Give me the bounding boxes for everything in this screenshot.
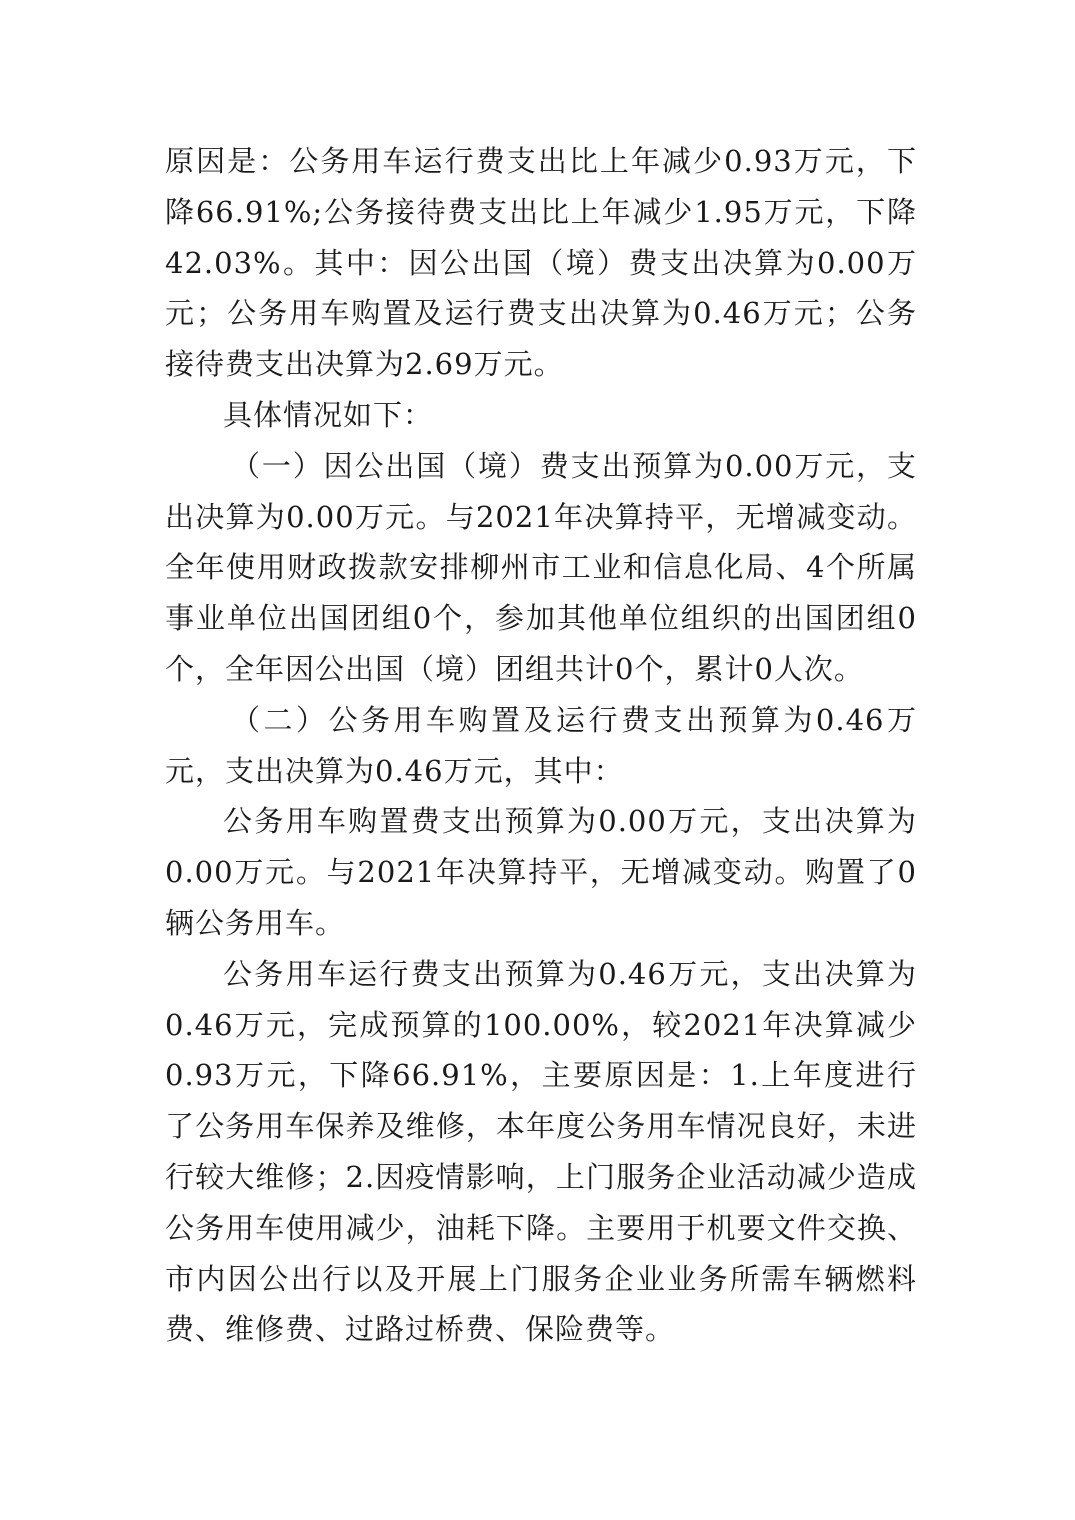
paragraph-vehicle-purchase: 公务用车购置费支出预算为0.00万元，支出决算为0.00万元。与2021年决算持平，无增减变动。购置了0辆公务用车。 [165, 804, 917, 940]
paragraph-overseas-travel: （一）因公出国（境）费支出预算为0.00万元，支出决算为0.00万元。与2021年决算持平，无增减变动。全年使用财政拨款安排柳州市工业和信息化局、4个所属事业单位出国团组0个，参加其他单位组织的出国团组0个，全年因公出国（境）团组共计0个，累计0人次。 [165, 448, 917, 686]
paragraph-vehicle-operation: 公务用车运行费支出预算为0.46万元，支出决算为0.46万元，完成预算的100.00%，较2021年决算减少0.93万元，下降66.91%，主要原因是：1.上年度进行了公务用车保养及维修，本年度公务用车情况良好，未进行较大维修；2.因疫情影响，上门服务企业活动减少造成公务用车使用减少，油耗下降。主要用于机要文件交换、市内因公出行以及开展上门服务企业业务所需车辆燃料费、维修费、过路过桥费、保险费等。 [165, 956, 917, 1347]
paragraph-vehicle-total: （二）公务用车购置及运行费支出预算为0.46万元，支出决算为0.46万元，其中： [165, 702, 917, 788]
paragraph-details-intro: 具体情况如下： [223, 397, 434, 432]
paragraph-reason: 原因是：公务用车运行费支出比上年减少0.93万元，下降66.91%;公务接待费支出比上年减少1.95万元，下降42.03%。其中：因公出国（境）费支出决算为0.00万元；公务用车购置及运行费支出决算为0.46万元；公务接待费支出决算为2.69万元。 [165, 144, 917, 382]
body-text [165, 136, 917, 1355]
